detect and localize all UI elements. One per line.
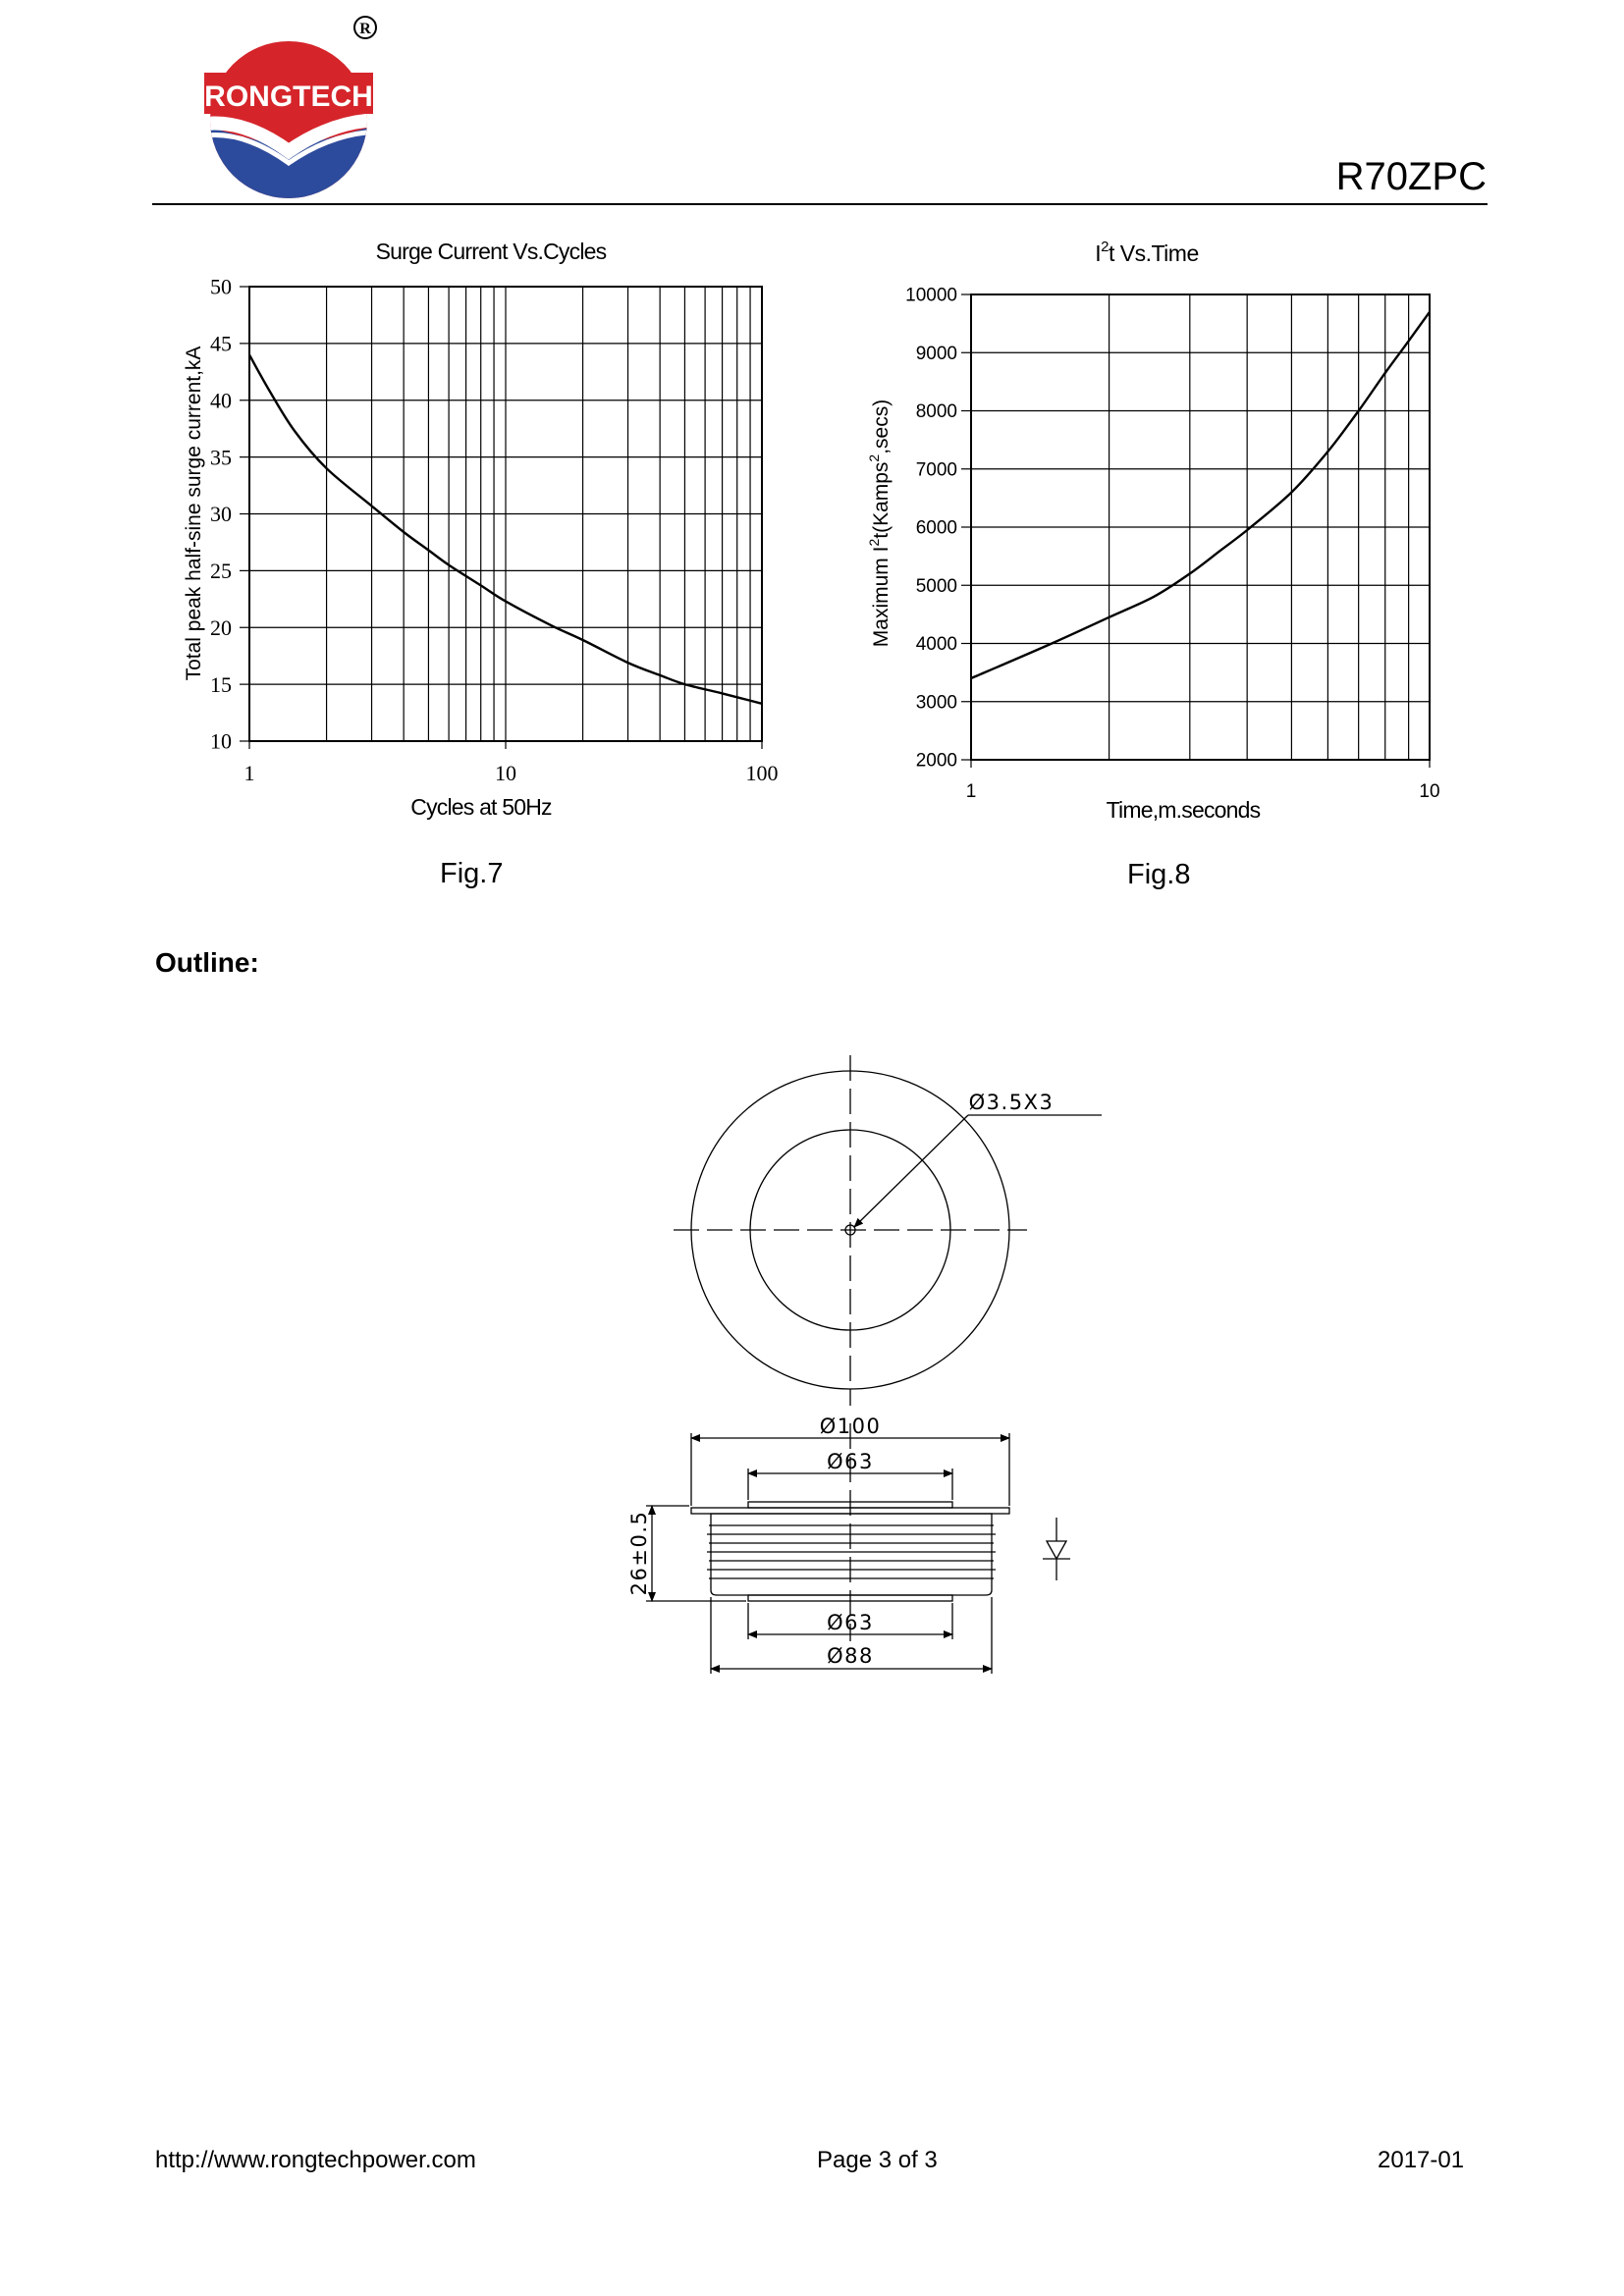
label-gate-hole: Ø3.5X3 — [968, 1091, 1055, 1114]
chart8-series-line — [971, 312, 1430, 678]
chart8-ytick-label: 7000 — [915, 459, 957, 481]
chart8-ytick-label: 2000 — [915, 750, 957, 772]
chart7-ylabel: Total peak half-sine surge current,kA — [183, 346, 205, 681]
chart8-ytick-label: 9000 — [915, 343, 957, 364]
chart7-xtick-label: 1 — [244, 761, 255, 785]
chart8-title-base: I — [1095, 240, 1102, 266]
footer-url[interactable]: http://www.rongtechpower.com — [155, 2147, 476, 2173]
chart7-xlabel: Cycles at 50Hz — [410, 794, 552, 820]
chart8-ytick-label: 10000 — [905, 285, 957, 306]
chart7-ytick-label: 40 — [210, 388, 232, 413]
chart8-xtick-label: 1 — [965, 781, 977, 802]
chart8-title — [1095, 239, 1199, 266]
chart8-ylabel-p2: t(Kamps — [870, 461, 893, 539]
i2t-time-chart — [866, 239, 1440, 823]
body-ridges — [707, 1525, 996, 1578]
chart8-title-sup: 2 — [1101, 239, 1109, 255]
chart8-xtick-label: 10 — [1419, 781, 1440, 802]
surge-current-chart — [183, 239, 779, 820]
charts-area — [0, 0, 1624, 923]
footer-date: 2017-01 — [1378, 2147, 1465, 2173]
chart7-ytick-label: 30 — [210, 502, 232, 527]
label-d63-bottom: Ø63 — [827, 1611, 874, 1634]
logo-text: RONGTECH — [204, 80, 373, 113]
part-number: R70ZPC — [1335, 155, 1487, 198]
chart8-ylabel-p1: 2 — [866, 538, 882, 547]
outline-title: Outline: — [155, 947, 259, 978]
chart8-ytick-label: 6000 — [915, 517, 957, 539]
chart7-title: Surge Current Vs.Cycles — [375, 239, 607, 264]
chart7-xtick-label: 100 — [745, 761, 779, 785]
chart7-ytick-label: 50 — [210, 274, 232, 299]
chart7-ytick-label: 10 — [210, 728, 232, 754]
chart8-ylabel — [866, 400, 893, 647]
chart7-ytick-label: 25 — [210, 559, 232, 584]
outline-drawing — [589, 1041, 1139, 1688]
chart7-ytick-label: 45 — [210, 331, 232, 356]
chart8-ylabel-p4: ,secs) — [870, 399, 893, 454]
chart7-ytick-label: 20 — [210, 614, 232, 640]
label-d63-top: Ø63 — [827, 1450, 874, 1473]
footer-page-number: Page 3 of 3 — [817, 2147, 938, 2173]
chart8-ytick-label: 8000 — [915, 401, 957, 423]
chart8-ytick-label: 5000 — [915, 575, 957, 597]
fig7-caption: Fig.7 — [440, 858, 504, 889]
chart8-title-rest: t Vs.Time — [1108, 240, 1199, 266]
label-height: 26±0.5 — [627, 1510, 651, 1596]
chart8-ytick-label: 3000 — [915, 692, 957, 714]
chart7-ytick-label: 35 — [210, 445, 232, 470]
chart8-xlabel: Time,m.seconds — [1106, 797, 1261, 823]
chart7-ytick-label: 15 — [210, 671, 232, 697]
chart8-ylabel-p3: 2 — [866, 454, 882, 462]
chart7-xtick-label: 10 — [495, 761, 516, 785]
registered-mark: R — [359, 21, 371, 37]
label-d100: Ø100 — [819, 1415, 882, 1438]
label-d88: Ø88 — [827, 1644, 874, 1668]
diode-symbol-icon — [1047, 1541, 1066, 1559]
chart8-ylabel-p0: Maximum I — [870, 546, 893, 648]
chart8-ytick-label: 4000 — [915, 634, 957, 656]
fig8-caption: Fig.8 — [1127, 859, 1191, 890]
